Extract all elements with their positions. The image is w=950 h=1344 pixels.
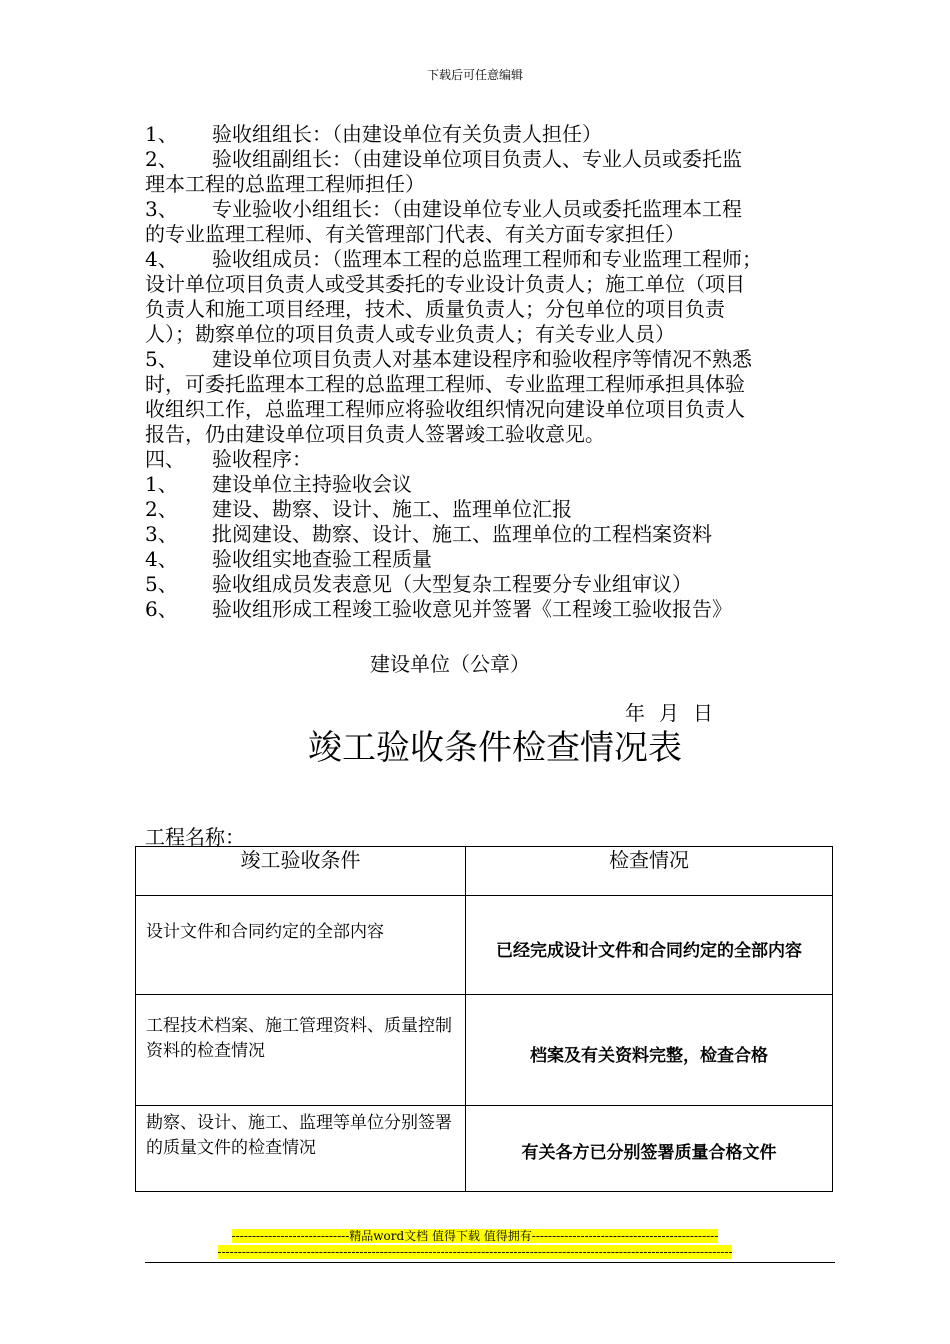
text-line [145, 222, 835, 247]
footer-line-1: -----------------------------精品word文档 值得下载 值得拥有---------------------------------------------- [231, 1229, 719, 1243]
text-line [145, 372, 835, 397]
line-text: 建设单位项目负责人对基本建设程序和验收程序等情况不熟悉 [212, 347, 752, 371]
line-text: 批阅建设、勘察、设计、施工、监理单位的工程档案资料 [212, 522, 712, 546]
result-cell: 有关各方已分别签署质量合格文件 [466, 1106, 833, 1192]
text-line [145, 347, 835, 372]
condition-cell: 工程技术档案、施工管理资料、质量控制资料的检查情况 [136, 995, 466, 1106]
line-number: 1、 [145, 472, 178, 496]
table-row [136, 995, 833, 1106]
date-month: 月 [659, 701, 679, 725]
text-line [145, 422, 835, 447]
result-cell: 档案及有关资料完整，检查合格 [466, 995, 833, 1106]
seal-label: 建设单位（公章） [370, 652, 530, 676]
line-number: 6、 [145, 597, 178, 621]
line-number: 2、 [145, 497, 178, 521]
text-line [145, 522, 835, 547]
text-line [145, 572, 835, 597]
header-note: 下载后可任意编辑 [426, 68, 523, 82]
line-text: 验收组组长：（由建设单位有关负责人担任） [212, 122, 602, 146]
body-text [145, 122, 835, 622]
check-table [135, 846, 833, 1192]
text-line [145, 197, 835, 222]
line-text: 验收组形成工程竣工验收意见并签署《工程竣工验收报告》 [212, 597, 732, 621]
result-cell: 已经完成设计文件和合同约定的全部内容 [466, 896, 833, 995]
project-name-label: 工程名称： [145, 825, 245, 849]
line-number: 4、 [145, 247, 178, 271]
text-line [145, 397, 835, 422]
table-header-row [136, 847, 833, 896]
line-text: 报告，仍由建设单位项目负责人签署竣工验收意见。 [145, 422, 605, 446]
line-number: 5、 [145, 347, 178, 371]
line-text: 人）；勘察单位的项目负责人或专业负责人；有关专业人员） [145, 322, 675, 346]
text-line [145, 272, 835, 297]
line-text: 建设单位主持验收会议 [212, 472, 412, 496]
text-line [145, 147, 835, 172]
text-line [145, 122, 835, 147]
line-text: 负责人和施工项目经理，技术、质量负责人；分包单位的项目负责 [145, 297, 725, 321]
line-text: 专业验收小组组长：（由建设单位专业人员或委托监理本工程 [212, 197, 742, 221]
line-number: 1、 [145, 122, 178, 146]
line-number: 5、 [145, 572, 178, 596]
line-number: 3、 [145, 197, 178, 221]
table-row [136, 896, 833, 995]
text-line [145, 547, 835, 572]
text-line [145, 322, 835, 347]
text-line [145, 597, 835, 622]
text-line [145, 247, 835, 272]
line-number: 3、 [145, 522, 178, 546]
line-number: 四、 [145, 447, 185, 471]
text-line [145, 297, 835, 322]
line-text: 的专业监理工程师、有关管理部门代表、有关方面专家担任） [145, 222, 685, 246]
line-text: 时，可委托监理本工程的总监理工程师、专业监理工程师承担具体验 [145, 372, 745, 396]
line-number: 4、 [145, 547, 178, 571]
text-line [145, 172, 835, 197]
line-text: 建设、勘察、设计、施工、监理单位汇报 [212, 497, 572, 521]
line-text: 验收组成员发表意见（大型复杂工程要分专业组审议） [212, 572, 692, 596]
line-text: 验收组副组长：（由建设单位项目负责人、专业人员或委托监 [212, 147, 742, 171]
line-text: 验收组实地查验工程质量 [212, 547, 432, 571]
line-text: 验收程序： [212, 447, 312, 471]
line-number: 2、 [145, 147, 178, 171]
date-day: 日 [693, 701, 713, 725]
footer-banner [0, 1229, 950, 1244]
text-line [145, 472, 835, 497]
footer-divider [145, 1262, 835, 1263]
table-row [136, 1106, 833, 1192]
line-text: 理本工程的总监理工程师担任） [145, 172, 425, 196]
section-heading [145, 447, 835, 472]
footer-line-2: ------------------------------------------------------------------------------------------------------------------------------- [217, 1245, 733, 1259]
line-text: 验收组成员：（监理本工程的总监理工程师和专业监理工程师； [212, 247, 762, 271]
column-header-condition: 竣工验收条件 [136, 847, 466, 896]
footer-banner-rule [0, 1245, 950, 1260]
text-line [145, 497, 835, 522]
line-text: 设计单位项目负责人或受其委托的专业设计负责人；施工单位（项目 [145, 272, 745, 296]
date-year: 年 [625, 701, 645, 725]
line-text: 收组织工作，总监理工程师应将验收组织情况向建设单位项目负责人 [145, 397, 745, 421]
form-title: 竣工验收条件检查情况表 [308, 728, 682, 768]
condition-cell: 勘察、设计、施工、监理等单位分别签署的质量文件的检查情况 [136, 1106, 466, 1192]
column-header-result: 检查情况 [466, 847, 833, 896]
condition-cell: 设计文件和合同约定的全部内容 [136, 896, 466, 995]
